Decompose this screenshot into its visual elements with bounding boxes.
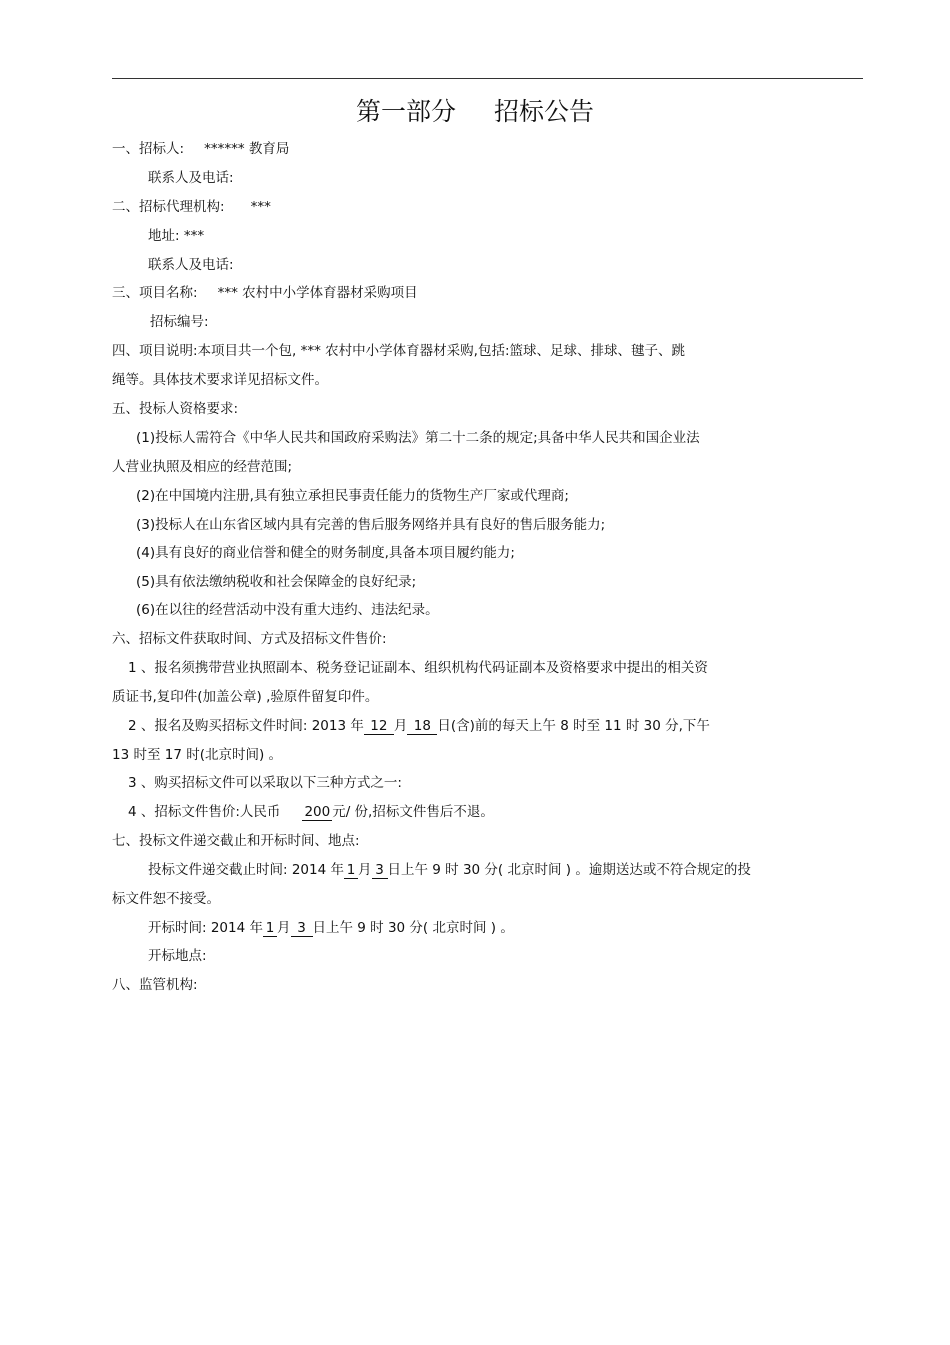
qualification-1b: 人营业执照及相应的经营范围; <box>112 459 293 475</box>
section-2-line <box>112 197 271 217</box>
registration-day: 18 <box>407 718 437 735</box>
qualification-1a: (1)投标人需符合《中华人民共和国政府采购法》第二十二条的规定;具备中华人民共和国企业法 <box>136 430 700 446</box>
acquisition-2b: 13 时至 17 时(北京时间) 。 <box>112 747 283 763</box>
opening-day: 3 <box>291 920 313 937</box>
tenderer-value: ****** 教育局 <box>204 141 290 157</box>
page-title <box>0 96 950 128</box>
title-name: 招标公告 <box>494 97 595 126</box>
agency-address: 地址: *** <box>148 228 205 244</box>
acquisition-2-suffix: 日(含)前的每天上午 8 时至 11 时 30 分,下午 <box>437 718 710 734</box>
acquisition-1b: 质证书,复印件(加盖公章) ,验原件留复印件。 <box>112 689 379 705</box>
title-part: 第一部分 <box>355 97 456 126</box>
qualification-6: (6)在以往的经营活动中没有重大违约、违法纪录。 <box>136 602 439 618</box>
opening-suffix: 日上午 9 时 30 分( 北京时间 ) 。 <box>312 920 514 936</box>
registration-month: 12 <box>364 718 394 735</box>
tenderer-contact: 联系人及电话: <box>148 170 234 186</box>
agency-value: *** <box>250 199 271 215</box>
section-3-label: 三、项目名称: <box>112 285 198 301</box>
section-7-label: 七、投标文件递交截止和开标时间、地点: <box>112 833 360 849</box>
qualification-5: (5)具有依法缴纳税收和社会保障金的良好纪录; <box>136 574 417 590</box>
price-prefix: 4 、招标文件售价:人民币 <box>128 804 281 820</box>
section-3-line <box>112 283 418 303</box>
tender-code: 招标编号: <box>150 314 209 330</box>
section-2-label: 二、招标代理机构: <box>112 199 225 215</box>
deadline-day: 3 <box>372 862 388 879</box>
opening-prefix: 开标时间: 2014 年 <box>148 920 263 936</box>
acquisition-4 <box>128 802 494 822</box>
acquisition-2-prefix: 2 、报名及购买招标文件时间: 2013 年 <box>128 718 364 734</box>
agency-contact: 联系人及电话: <box>148 257 234 273</box>
acquisition-2a <box>128 716 710 736</box>
section-4-line-1: 四、项目说明:本项目共一个包, *** 农村中小学体育器材采购,包括:篮球、足球、排球、毽子、跳 <box>112 343 686 359</box>
section-4-line-2: 绳等。具体技术要求详见招标文件。 <box>112 372 328 388</box>
section-8-label: 八、监管机构: <box>112 977 198 993</box>
opening-time <box>148 918 514 938</box>
section-6-label: 六、招标文件获取时间、方式及招标文件售价: <box>112 631 387 647</box>
deadline-suffix: 日上午 9 时 30 分( 北京时间 ) 。逾期送达或不符合规定的投 <box>387 862 751 878</box>
header-rule <box>112 78 863 79</box>
qualification-3: (3)投标人在山东省区域内具有完善的售后服务网络并具有良好的售后服务能力; <box>136 517 606 533</box>
qualification-4: (4)具有良好的商业信誉和健全的财务制度,具备本项目履约能力; <box>136 545 515 561</box>
deadline-month: 1 <box>344 862 358 879</box>
submission-deadline <box>148 860 751 880</box>
acquisition-1a: 1 、报名须携带营业执照副本、税务登记证副本、组织机构代码证副本及资格要求中提出的相关资 <box>128 660 708 676</box>
opening-month: 1 <box>263 920 277 937</box>
deadline-prefix: 投标文件递交截止时间: 2014 年 <box>148 862 344 878</box>
submission-deadline-b: 标文件恕不接受。 <box>112 891 220 907</box>
month-label: 月 <box>393 718 408 734</box>
section-1-line <box>112 139 289 159</box>
section-5-label: 五、投标人资格要求: <box>112 401 239 417</box>
acquisition-3: 3 、购买招标文件可以采取以下三种方式之一: <box>128 775 402 791</box>
document-price: 200 <box>304 804 331 820</box>
opening-month-label: 月 <box>277 920 291 936</box>
section-1-label: 一、招标人: <box>112 141 185 157</box>
price-suffix: 元/ 份,招标文件售后不退。 <box>332 804 494 820</box>
project-name: *** 农村中小学体育器材采购项目 <box>217 285 418 301</box>
qualification-2: (2)在中国境内注册,具有独立承担民事责任能力的货物生产厂家或代理商; <box>136 488 569 504</box>
deadline-month-label: 月 <box>358 862 372 878</box>
opening-place: 开标地点: <box>148 948 207 964</box>
